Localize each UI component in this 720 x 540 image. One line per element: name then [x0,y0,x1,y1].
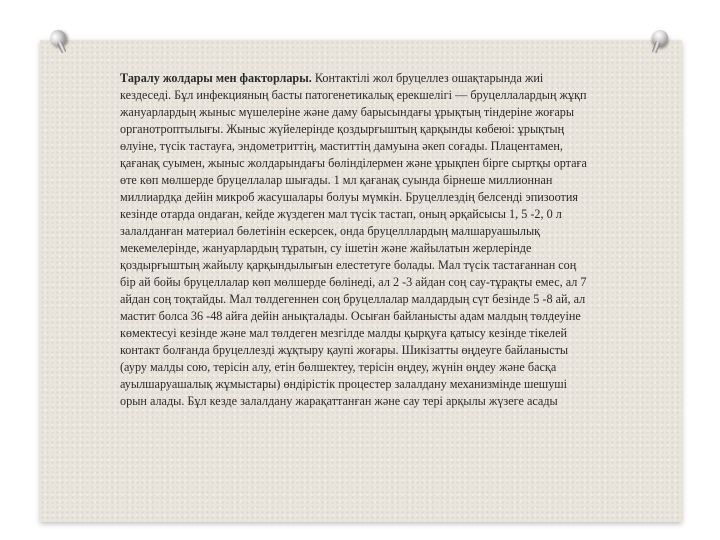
body-text: Контактілі жол бруцеллез ошақтарында жиі кездеседі. Бұл инфекцияның басты патогенетикалық ерекшелігі — бруцеллалардың жұқп жануарлардың жыныс мүшелеріне және даму барысындағы ұрықтың тіндеріне жоғары органотроптылығы. Жыныс жүйелерінде қоздырғыштың қарқынды көбеюі: ұрықтың өлуіне, түсік тастауға, эндометриттің, маститтің дамуына әкеп соғады. Плацентамен, қағанақ суымен, жыныс жолдарындағы бөлінділермен және ұрықпен бірге сыртқы ортаға өте көп мөлшерде бруцеллалар шығады. 1 мл қағанақ суында бірнеше миллионнан миллиардқа дейін микроб жасушалары болуы мүмкін. Бруцеллездің белсенді эпизоотия кезінде отарда ондаған, кейде жүздеген мал түсік тастап, оның әрқайсысы 1, 5 -2, 0 л залалданған материал бөлетінін ескерсек, онда бруцелллардың малшаруашылық мекемелерінде, жануарлардың тұратын, су ішетін және жайылатын жерлерінде қоздырғыштың жайылу қарқындылығын елестетуге болады. Мал түсік тастағаннан соң бір ай бойы бруцеллалар көп мөлшерде бөлінеді, ал 2 -3 айдан соң сау-тұрақты емес, ал 7 айдан соң тоқтайды. Мал төлдегеннен соң бруцеллалар малдардың сүт безінде 5 -8 ай, ал мастит болса 36 -48 айға дейін анықталады. Осыған байланысты адам малдың төлдеуіне көмектесуі кезінде және мал төлдеген мезгілде малды қырқуға қатысу кезінде тікелей контакт болғанда бруцеллезді жұқтыру қаупі жоғары. Шикізатты өңдеуге байланысты (ауру малды сою, терісін алу, етін бөлшектеу, терісін өңдеу, жүнін өңдеу және басқа ауылшаруашалық жұмыстары) өндірістік процестер залалдану механизмінде шешуші орын алады. Бұл кезде залалдану жарақаттанған және сау тері арқылы жүзеге асады [120,71,587,408]
section-heading: Таралу жолдары мен факторлары. [120,71,312,85]
slide-text-block [120,70,595,490]
